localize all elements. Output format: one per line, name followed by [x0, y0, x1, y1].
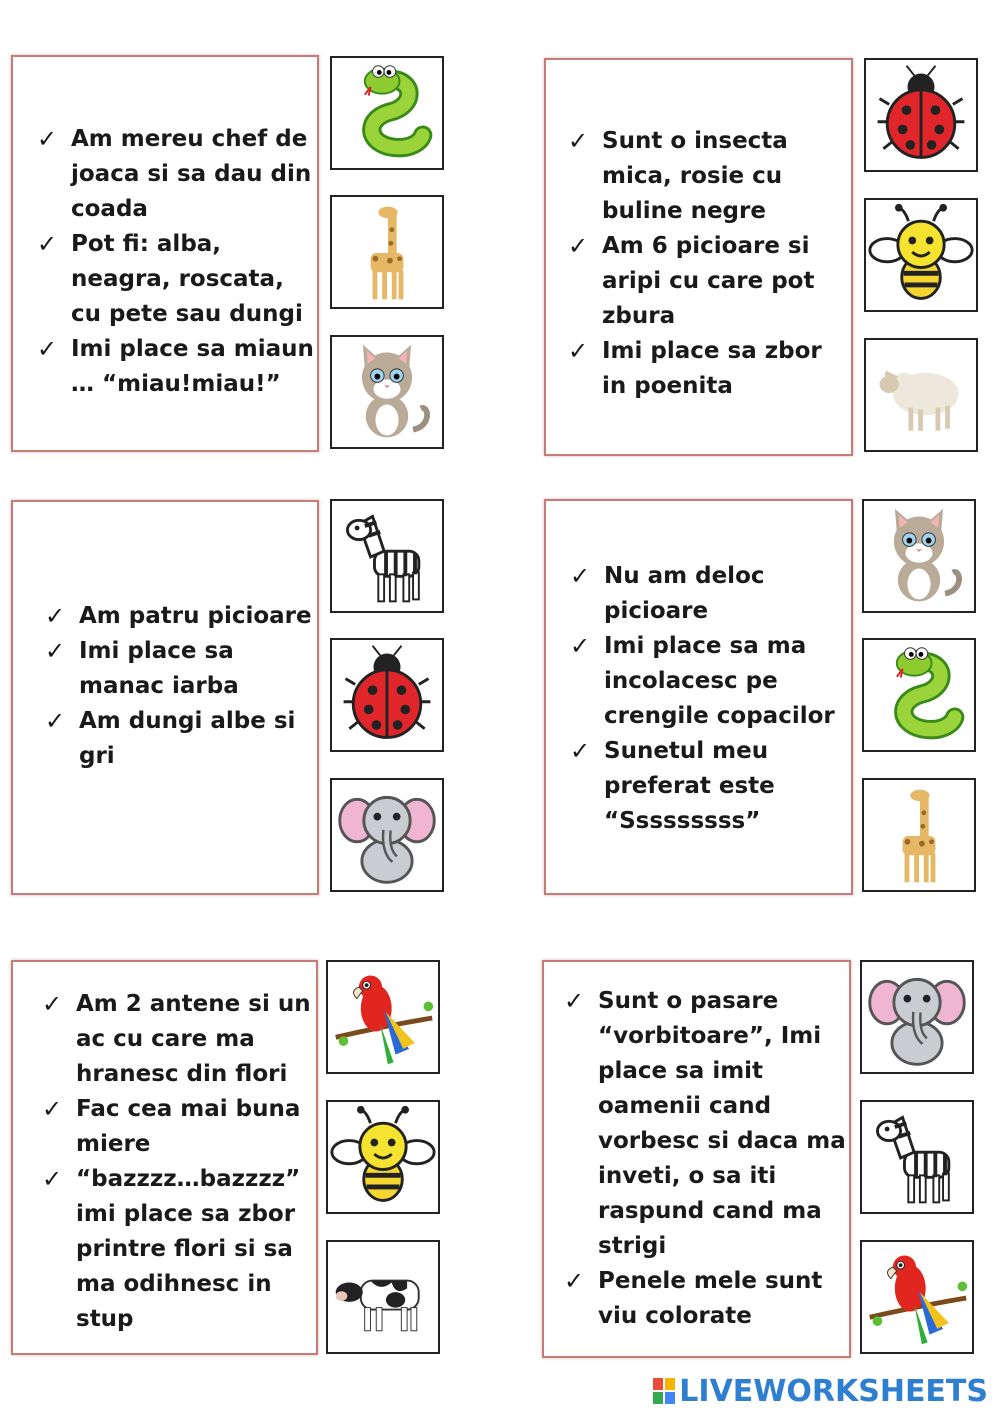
clue: ✓ Fac cea mai buna miere — [40, 1092, 315, 1162]
clue: ✓ Am dungi albe si gri — [43, 704, 315, 774]
option-bee[interactable] — [864, 198, 978, 312]
checkmark-icon: ✓ — [570, 562, 591, 590]
checkmark-icon: ✓ — [42, 1095, 63, 1123]
clue-list — [43, 599, 315, 774]
clue: ✓ Imi place sa manac iarba — [43, 634, 315, 704]
option-cat[interactable] — [862, 499, 976, 613]
option-zebra[interactable] — [330, 499, 444, 613]
clue: ✓ Pot fi: alba, neagra, roscata, cu pete sau dungi — [35, 227, 315, 332]
elephant-icon — [332, 780, 442, 890]
option-giraffe[interactable] — [330, 195, 444, 309]
riddle-card-3 — [11, 500, 319, 895]
checkmark-icon: ✓ — [564, 1267, 585, 1295]
sheep-icon — [866, 340, 976, 450]
clue: ✓ Sunt o insecta mica, rosie cu buline negre — [566, 124, 850, 229]
clue: ✓ Imi place sa zbor in poenita — [566, 334, 850, 404]
giraffe-icon — [864, 780, 974, 890]
cat-icon — [332, 337, 442, 447]
ladybug-icon — [332, 640, 442, 750]
checkmark-icon: ✓ — [45, 707, 66, 735]
snake-icon — [864, 640, 974, 750]
checkmark-icon: ✓ — [570, 632, 591, 660]
option-snake[interactable] — [330, 56, 444, 170]
clue: ✓ Penele mele sunt viu colorate — [562, 1264, 848, 1334]
clue-list — [568, 559, 850, 839]
cat-icon — [864, 501, 974, 611]
clue: ✓ Sunt o pasare “vorbitoare”, Imi place sa imit oamenii cand vorbesc si daca ma inveti, o sa iti raspund cand ma strigi — [562, 984, 848, 1264]
clue: ✓ Am 2 antene si un ac cu care ma hranesc din flori — [40, 987, 315, 1092]
clue-list — [35, 122, 315, 402]
bee-icon — [328, 1102, 438, 1212]
ladybug-icon — [866, 60, 976, 170]
liveworksheets-logo[interactable] — [653, 1374, 988, 1409]
checkmark-icon: ✓ — [45, 602, 66, 630]
clue: ✓ Sunetul meu preferat este “Sssssssss” — [568, 734, 850, 839]
clue: ✓ Am 6 picioare si aripi cu care pot zbura — [566, 229, 850, 334]
option-parrot[interactable] — [860, 1240, 974, 1354]
checkmark-icon: ✓ — [37, 125, 58, 153]
riddle-card-1 — [11, 55, 319, 452]
option-elephant[interactable] — [860, 960, 974, 1074]
checkmark-icon: ✓ — [42, 990, 63, 1018]
option-giraffe[interactable] — [862, 778, 976, 892]
checkmark-icon: ✓ — [564, 987, 585, 1015]
riddle-card-5 — [11, 960, 318, 1355]
option-parrot[interactable] — [326, 960, 440, 1074]
checkmark-icon: ✓ — [42, 1165, 63, 1193]
option-cat[interactable] — [330, 335, 444, 449]
riddle-card-2 — [544, 58, 853, 456]
clue-list — [562, 984, 848, 1334]
clue: ✓ Imi place sa ma incolacesc pe crengile copacilor — [568, 629, 850, 734]
clue-list — [40, 987, 315, 1337]
clue: ✓ Nu am deloc picioare — [568, 559, 850, 629]
zebra-icon — [332, 501, 442, 611]
snake-icon — [332, 58, 442, 168]
option-ladybug[interactable] — [330, 638, 444, 752]
checkmark-icon: ✓ — [37, 230, 58, 258]
parrot-icon — [328, 962, 438, 1072]
riddle-card-4 — [544, 499, 853, 895]
cow-icon — [328, 1242, 438, 1352]
parrot-icon — [862, 1242, 972, 1352]
option-elephant[interactable] — [330, 778, 444, 892]
checkmark-icon: ✓ — [45, 637, 66, 665]
clue-list — [566, 124, 850, 404]
elephant-icon — [862, 962, 972, 1072]
clue: ✓ “bazzzz…bazzzz” imi place sa zbor printre flori si sa ma odihnesc in stup — [40, 1162, 315, 1337]
option-sheep[interactable] — [864, 338, 978, 452]
giraffe-icon — [332, 197, 442, 307]
bee-icon — [866, 200, 976, 310]
clue: ✓ Am mereu chef de joaca si sa dau din coada — [35, 122, 315, 227]
option-cow[interactable] — [326, 1240, 440, 1354]
riddle-card-6 — [542, 960, 851, 1358]
brand-text: LIVEWORKSHEETS — [679, 1374, 988, 1409]
checkmark-icon: ✓ — [568, 127, 589, 155]
zebra-icon — [862, 1102, 972, 1212]
lws-badge-icon — [653, 1378, 675, 1404]
option-zebra[interactable] — [860, 1100, 974, 1214]
clue: ✓ Am patru picioare — [43, 599, 315, 634]
option-ladybug[interactable] — [864, 58, 978, 172]
option-bee[interactable] — [326, 1100, 440, 1214]
checkmark-icon: ✓ — [568, 337, 589, 365]
option-snake[interactable] — [862, 638, 976, 752]
checkmark-icon: ✓ — [37, 335, 58, 363]
checkmark-icon: ✓ — [568, 232, 589, 260]
checkmark-icon: ✓ — [570, 737, 591, 765]
clue: ✓ Imi place sa miaun … “miau!miau!” — [35, 332, 315, 402]
